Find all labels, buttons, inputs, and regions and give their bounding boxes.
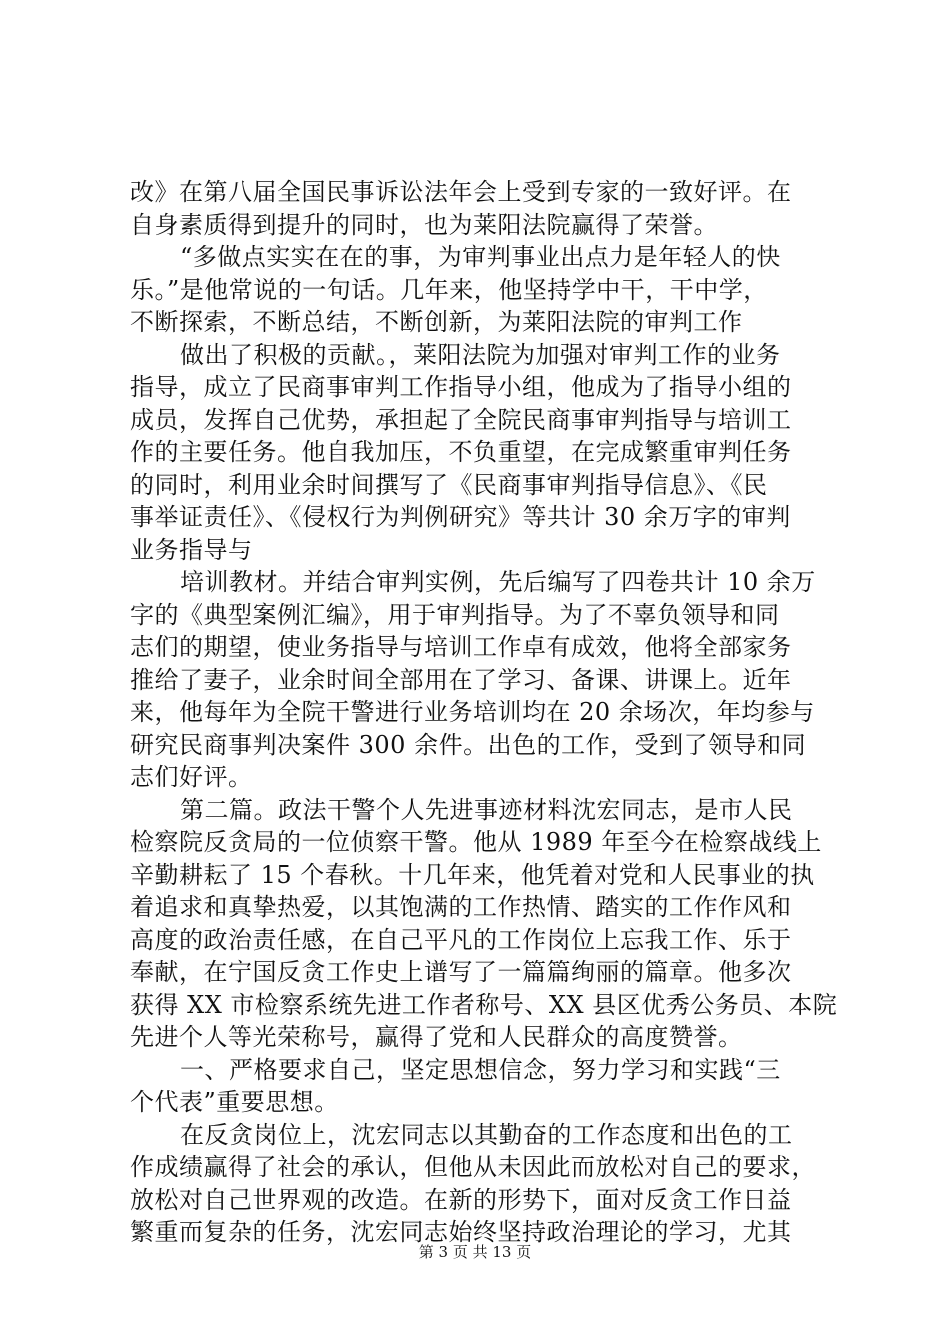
text-line: 作成绩赢得了社会的承认，但他从未因此而放松对自己的要求， bbox=[130, 1153, 816, 1181]
text-line: 高度的政治责任感，在自己平凡的工作岗位上忘我工作、乐于 bbox=[130, 925, 792, 954]
text-line: 一、严格要求自己，坚定思想信念，努力学习和实践“三 bbox=[180, 1055, 781, 1084]
text-line: 在反贪岗位上，沈宏同志以其勤奋的工作态度和出色的工 bbox=[180, 1120, 793, 1149]
text-line: 先进个人等光荣称号，赢得了党和人民群众的高度赞誉。 bbox=[130, 1023, 743, 1051]
page-footer: 第 3 页 共 13 页 bbox=[418, 1243, 532, 1261]
document-body bbox=[130, 176, 838, 1249]
text-line: 检察院反贪局的一位侦察干警。他从 1989 年至今在检察战线上 bbox=[130, 828, 822, 856]
text-line: 研究民商事判决案件 300 余件。出色的工作，受到了领导和同 bbox=[130, 730, 807, 759]
text-line: 志们的期望，使业务指导与培训工作卓有成效，他将全部家务 bbox=[130, 633, 792, 661]
text-line: 推给了妻子，业余时间全部用在了学习、备课、讲课上。近年 bbox=[130, 665, 792, 694]
text-line: 放松对自己世界观的改造。在新的形势下，面对反贪工作日益 bbox=[130, 1185, 792, 1214]
text-line: 志们好评。 bbox=[130, 763, 253, 791]
text-line: 个代表”重要思想。 bbox=[130, 1088, 339, 1116]
text-line: 第二篇。政法干警个人先进事迹材料沈宏同志，是市人民 bbox=[180, 795, 793, 824]
text-line: 作的主要任务。他自我加压，不负重望，在完成繁重审判任务 bbox=[130, 438, 792, 466]
text-line: 事举证责任》、《侵权行为判例研究》等共计 30 余万字的审判 bbox=[130, 503, 791, 531]
text-line: 来，他每年为全院干警进行业务培训均在 20 余场次，年均参与 bbox=[130, 698, 815, 726]
text-line: 成员，发挥自己优势，承担起了全院民商事审判指导与培训工 bbox=[130, 405, 792, 434]
text-line: 不断探索，不断总结，不断创新，为莱阳法院的审判工作 bbox=[130, 308, 743, 336]
text-line: 做出了积极的贡献。，莱阳法院为加强对审判工作的业务 bbox=[180, 340, 781, 369]
text-line: 乐。”是他常说的一句话。几年来，他坚持学中干，干中学， bbox=[130, 275, 768, 304]
text-line: 自身素质得到提升的同时，也为莱阳法院赢得了荣誉。 bbox=[130, 210, 718, 239]
text-line: 字的《典型案例汇编》，用于审判指导。为了不辜负领导和同 bbox=[130, 600, 780, 629]
text-line: 繁重而复杂的任务，沈宏同志始终坚持政治理论的学习，尤其 bbox=[130, 1218, 792, 1246]
text-line: 培训教材。并结合审判实例，先后编写了四卷共计 10 余万 bbox=[180, 568, 816, 596]
text-line: 奉献，在宁国反贪工作史上谱写了一篇篇绚丽的篇章。他多次 bbox=[130, 958, 792, 986]
text-line: 改》在第八届全国民事诉讼法年会上受到专家的一致好评。在 bbox=[130, 178, 792, 206]
text-line: “多做点实实在在的事，为审判事业出点力是年轻人的快 bbox=[180, 243, 781, 271]
text-line: 获得 XX 市检察系统先进工作者称号、XX 县区优秀公务员、本院 bbox=[130, 990, 838, 1019]
text-line: 辛勤耕耘了 15 个春秋。十几年来，他凭着对党和人民事业的执 bbox=[130, 860, 815, 889]
text-line: 指导，成立了民商事审判工作指导小组，他成为了指导小组的 bbox=[130, 373, 792, 401]
text-line: 业务指导与 bbox=[130, 535, 253, 564]
text-line: 的同时，利用业余时间撰写了《民商事审判指导信息》、《民 bbox=[130, 470, 768, 499]
text-line: 着追求和真挚热爱，以其饱满的工作热情、踏实的工作作风和 bbox=[130, 893, 792, 921]
